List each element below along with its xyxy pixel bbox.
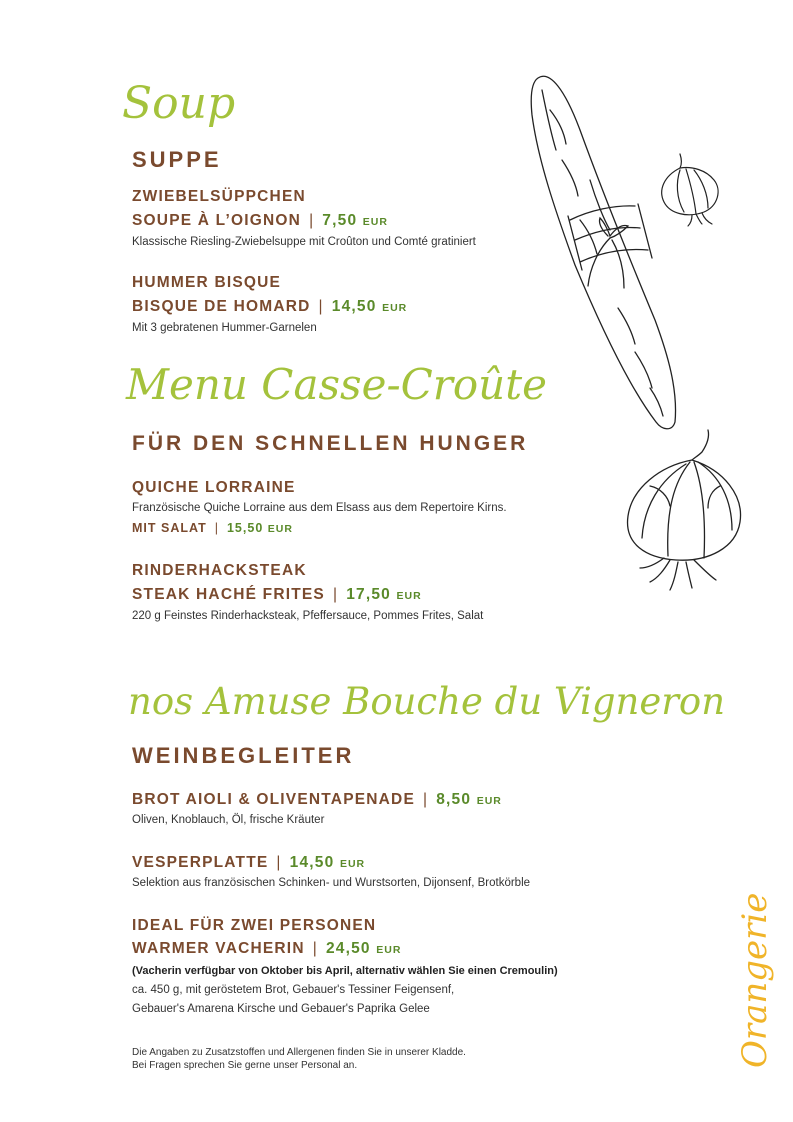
price: 7,50	[322, 212, 358, 229]
large-onion-illustration	[620, 426, 750, 594]
menu-item-name: WARMER VACHERIN	[132, 940, 305, 957]
footer-allergen-note: Die Angaben zu Zusatzstoffen und Allergenen finden Sie in unserer Kladde.	[132, 1047, 466, 1058]
currency: EUR	[267, 523, 293, 535]
small-onion-illustration	[652, 148, 727, 228]
footer-staff-note: Bei Fragen sprechen Sie gerne unser Personal an.	[132, 1060, 358, 1071]
menu-item-description: Selektion aus französischen Schinken- und Wurstsorten, Dijonsenf, Brotkörble	[132, 877, 531, 889]
menu-item-description: Französische Quiche Lorraine aus dem Elsass aus dem Repertoire Kirns.	[132, 502, 507, 514]
menu-item-description: Klassische Riesling-Zwiebelsuppe mit Croûton und Comté gratiniert	[132, 236, 476, 248]
menu-item-line: BROT AIOLI & OLIVENTAPENADE | 8,50 EUR	[132, 791, 502, 808]
price: 15,50	[226, 521, 264, 535]
orangerie-logo: Orangerie	[735, 892, 775, 1068]
menu-script-title: Menu Casse-Croûte	[126, 360, 547, 409]
menu-section-title: FÜR DEN SCHNELLEN HUNGER	[132, 432, 529, 455]
menu-item-line: WARMER VACHERIN | 24,50 EUR	[132, 940, 402, 957]
price: 8,50	[436, 791, 472, 808]
currency: EUR	[476, 795, 502, 807]
menu-item-name: STEAK HACHÉ FRITES	[132, 586, 325, 603]
menu-item-description: Oliven, Knoblauch, Öl, frische Kräuter	[132, 814, 325, 826]
menu-item-title: QUICHE LORRAINE	[132, 479, 296, 496]
soup-script-title: Soup	[122, 78, 236, 129]
menu-item-line: MIT SALAT | 15,50 EUR	[132, 521, 293, 535]
currency: EUR	[376, 944, 402, 956]
menu-item-line: SOUPE À L’OIGNON | 7,50 EUR	[132, 212, 388, 229]
menu-item-note: (Vacherin verfügbar von Oktober bis April, alternativ wählen Sie einen Cremoulin)	[132, 965, 558, 977]
baguette-illustration	[520, 70, 685, 440]
menu-item-line: BISQUE DE HOMARD | 14,50 EUR	[132, 298, 408, 315]
menu-item-name: VESPERPLATTE	[132, 854, 269, 871]
currency: EUR	[396, 590, 422, 602]
menu-item-title: HUMMER BISQUE	[132, 274, 282, 291]
menu-item-option: MIT SALAT	[132, 521, 207, 535]
amuse-script-title: nos Amuse Bouche du Vigneron	[128, 680, 726, 723]
menu-item-name: SOUPE À L’OIGNON	[132, 212, 302, 229]
menu-item-description: Gebauer's Amarena Kirsche und Gebauer's Paprika Gelee	[132, 1003, 430, 1015]
price: 14,50	[289, 854, 335, 871]
menu-item-description: Mit 3 gebratenen Hummer-Garnelen	[132, 322, 317, 334]
menu-item-title: RINDERHACKSTEAK	[132, 562, 307, 579]
currency: EUR	[362, 216, 388, 228]
currency: EUR	[339, 858, 366, 870]
price: 14,50	[331, 298, 377, 315]
menu-item-title: ZWIEBELSÜPPCHEN	[132, 188, 306, 205]
price: 24,50	[325, 940, 371, 957]
soup-section-title: SUPPE	[132, 147, 222, 172]
menu-item-line: STEAK HACHÉ FRITES | 17,50 EUR	[132, 586, 422, 603]
menu-item-description: ca. 450 g, mit geröstetem Brot, Gebauer's Tessiner Feigensenf,	[132, 984, 455, 996]
amuse-section-title: WEINBEGLEITER	[132, 743, 355, 768]
menu-item-description: 220 g Feinstes Rinderhacksteak, Pfeffersauce, Pommes Frites, Salat	[132, 610, 484, 622]
menu-item-name: BROT AIOLI & OLIVENTAPENADE	[132, 791, 415, 808]
menu-item-line: VESPERPLATTE | 14,50 EUR	[132, 854, 366, 871]
currency: EUR	[382, 302, 408, 314]
menu-item-name: BISQUE DE HOMARD	[132, 298, 311, 315]
price: 17,50	[346, 586, 392, 603]
menu-item-title: IDEAL FÜR ZWEI PERSONEN	[132, 917, 377, 934]
